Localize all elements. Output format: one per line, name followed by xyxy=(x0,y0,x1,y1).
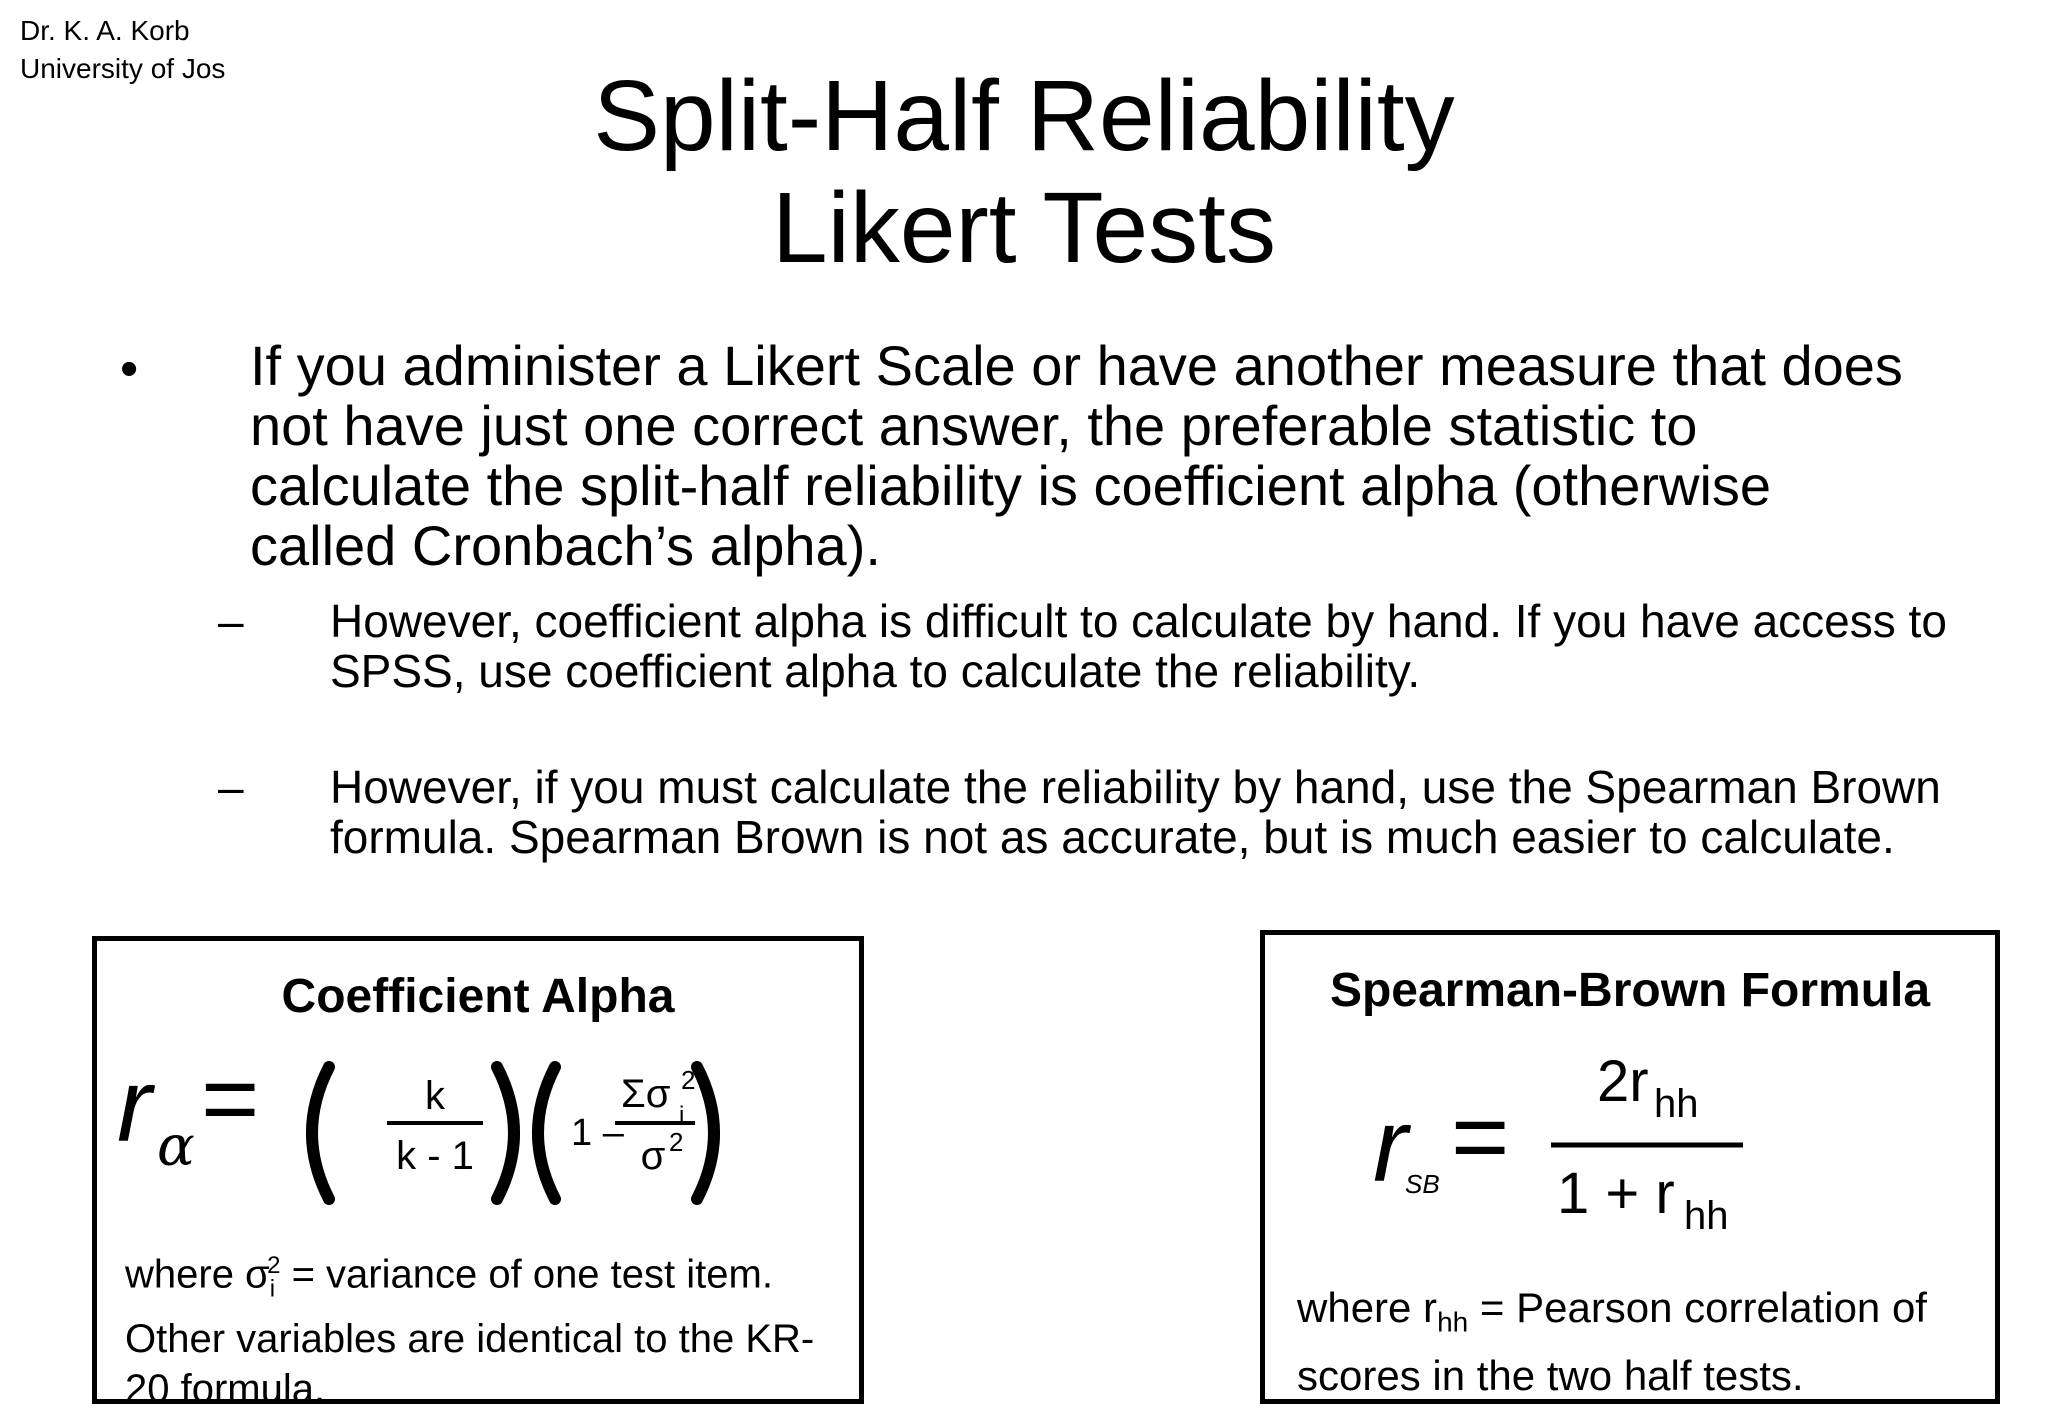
sub-bullet-text-2: However, if you must calculate the reliability by hand, use the Spearman Brown formula. Spearman Brown is not as accurate, but is much easier to calculate. xyxy=(330,761,1941,863)
sub-bullet-text-1: However, coefficient alpha is difficult to calculate by hand. If you have access to SPSS, use coefficient alpha to calculate the reliability. xyxy=(330,595,1947,697)
paren-right-2 xyxy=(697,1067,714,1199)
sigma-sup-2: 2 xyxy=(681,1065,696,1095)
fraction-k: k xyxy=(425,1074,445,1118)
title-line-1: Split-Half Reliability xyxy=(593,60,1455,172)
sb-denominator: 1 + r xyxy=(1557,1161,1675,1226)
one-minus: 1 – xyxy=(571,1112,624,1154)
coefficient-alpha-box xyxy=(92,936,864,1412)
formula-sb-subscript: SB xyxy=(1405,1169,1440,1199)
sigma-sub-i: i xyxy=(679,1102,685,1129)
formula-r-sb: r xyxy=(1373,1088,1408,1204)
sb-denominator-sub-hh: hh xyxy=(1684,1194,1729,1238)
bullet-marker: • xyxy=(120,340,139,398)
sigma-denominator: σ xyxy=(640,1134,666,1178)
sb-numerator-sub-hh: hh xyxy=(1654,1082,1699,1126)
coefficient-alpha-title: Coefficient Alpha xyxy=(281,970,675,1023)
bullet-text: If you administer a Likert Scale or have another measure that does not have just one correct answer, the preferable statistic to calculate the split-half reliability is coefficient alpha (otherwise called Cronbach’s alpha). xyxy=(250,334,1903,577)
paren-left-1 xyxy=(312,1067,329,1199)
spearman-brown-note: where $r_{hh}$ = Pearson correlation of scores in the two half tests. xyxy=(1297,1284,1927,1400)
sigma-denominator-sup-2: 2 xyxy=(669,1127,684,1157)
sb-numerator: 2r xyxy=(1597,1049,1649,1114)
author-name: Dr. K. A. Korb xyxy=(20,15,190,46)
spearman-brown-title: Spearman-Brown Formula xyxy=(1329,964,1931,1017)
spearman-brown-box xyxy=(1260,930,2000,1404)
sub-bullet-marker-2: – xyxy=(218,761,244,813)
sub-bullet-marker-1: – xyxy=(218,595,244,647)
author-affiliation: University of Jos xyxy=(20,53,226,84)
slide-title xyxy=(0,60,2048,284)
coefficient-alpha-note: where $\sigma_i^2$ = variance of one test item. Other variables are identical to the KR-20 formula. xyxy=(125,1252,815,1412)
paren-right-1 xyxy=(497,1067,514,1199)
title-line-2: Likert Tests xyxy=(772,172,1276,284)
formula-sb-equals: = xyxy=(1451,1081,1510,1193)
paren-left-2 xyxy=(538,1067,555,1199)
sigma-sum: Σσ xyxy=(621,1072,671,1116)
fraction-k-minus-1: k - 1 xyxy=(396,1134,474,1178)
formula-equals: = xyxy=(201,1043,260,1155)
formula-r: r xyxy=(117,1048,152,1164)
formula-alpha-subscript: α xyxy=(157,1114,195,1179)
